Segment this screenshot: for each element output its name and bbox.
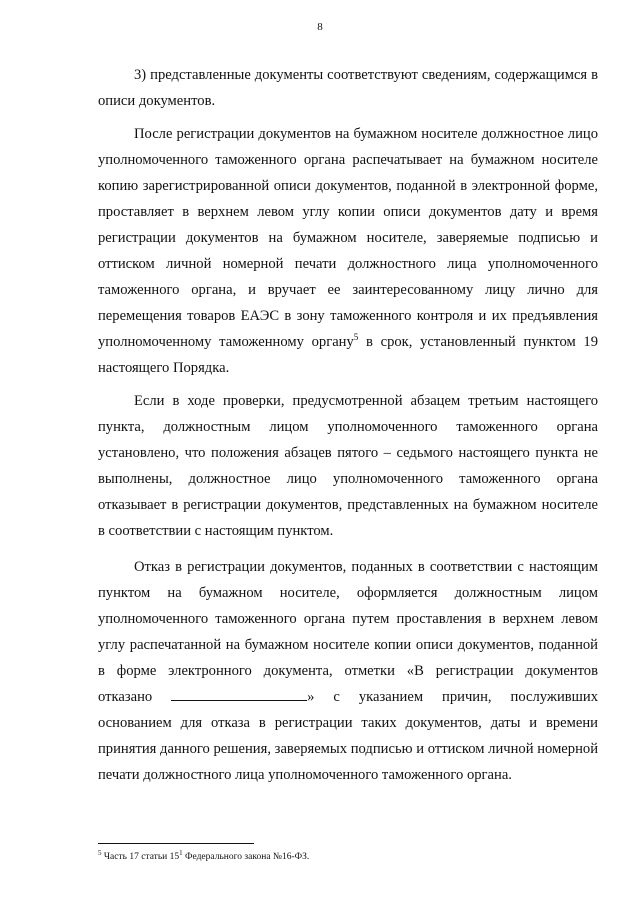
footnote-text-continued: Федерального закона №16-ФЗ. [182,852,310,862]
document-body [98,62,598,788]
paragraph-text: Если в ходе проверки, предусмотренной абзацем третьим настоящего пункта, должностным лицом уполномоченного таможенного органа установлено, что положения абзацев пятого – седьмого настоящего пункта не выполнены, должностное лицо уполномоченного таможенного органа отказывает в регистрации документов, представленных на бумажном носителе в соответствии с настоящим пунктом. [98,393,598,539]
paragraph-text: После регистрации документов на бумажном носителе должностное лицо уполномоченного таможенного органа распечатывает на бумажном носителе копию зарегистрированной описи документов, поданной в электронной форме, проставляет в верхнем левом углу копии описи документов дату и время регистрации документов на бумажном носителе, заверяемые подписью и оттиском личной номерной печати должностного лица уполномоченного таможенного органа, и вручает ее заинтересованному лицу лично для перемещения товаров ЕАЭС в зону таможенного контроля и их предъявления уполномоченному таможенному органу [98,126,598,350]
paragraph-registration [98,121,598,381]
footnote-text: Часть 17 статьи 15 [101,852,180,862]
paragraph-item-3 [98,62,598,114]
footnote-mark: 5 [98,849,102,857]
footnote-superscript: 1 [179,849,183,857]
paragraph-text-continued: » с указанием причин, послуживших основанием для отказа в регистрации таких документов, даты и времени принятия данного решения, заверяемых подписью и оттиском личной номерной печати должностного лица уполномоченного таможенного органа. [98,689,599,783]
blank-fill-line [171,688,307,701]
footnote-reference: 5 [353,332,359,342]
paragraph-refusal [98,554,598,788]
footnote-separator [98,843,254,844]
paragraph-text-continued: в срок, установленный пунктом 19 настоящего Порядка. [98,334,598,376]
paragraph-check [98,388,598,544]
paragraph-text: 3) представленные документы соответствуют сведениям, содержащимся в описи документов. [98,67,598,109]
footnote [98,851,598,863]
page-number: 8 [317,21,323,33]
paragraph-text: Отказ в регистрации документов, поданных в соответствии с настоящим пунктом на бумажном носителе, оформляется должностным лицом уполномоченного таможенного органа путем проставления в верхнем левом углу распечатанной на бумажном носителе копии описи документов, поданной в форме электронного документа, отметки «В регистрации документов отказано [98,559,598,705]
